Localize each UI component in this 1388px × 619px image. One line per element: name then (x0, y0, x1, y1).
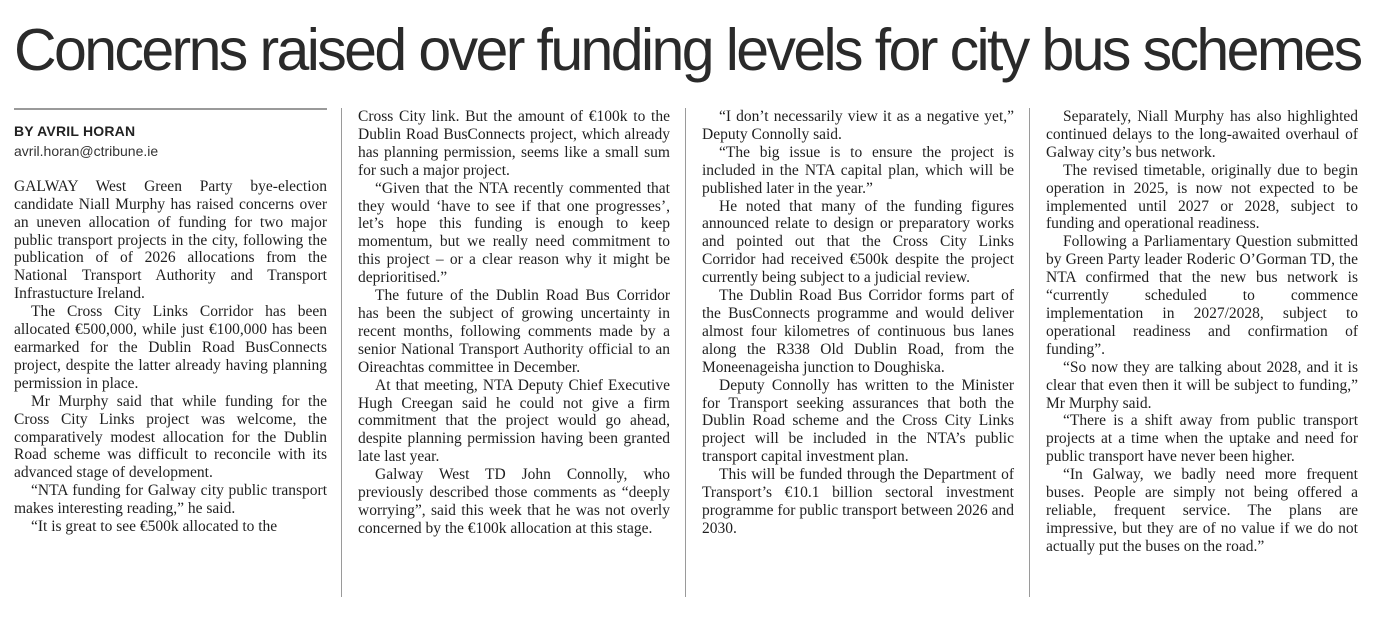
paragraph: The revised timetable, originally due to begin operation in 2025, is now not expected to be implemented until 2027 or 2028, subject to funding and operational readiness. (1046, 161, 1358, 233)
paragraph: “There is a shift away from public transport projects at a time when the uptake and need for public transport have never been higher. (1046, 412, 1358, 466)
paragraph: The Dublin Road Bus Corridor forms part of the BusConnects programme and would deliver almost four kilometres of continuous bus lanes along the R338 Old Dublin Road, from the Moneenageisha junction to Doughiska. (702, 287, 1014, 376)
paragraph: “Given that the NTA recently commented that they would ‘have to see if that one progresses’, let’s hope this funding is enough to keep momentum, but we really need commitment to this project – or a clear reason why it might be deprioritised.” (358, 179, 670, 287)
paragraph: The Cross City Links Corridor has been allocated €500,000, while just €100,000 has been earmarked for the Dublin Road BusConnects project, despite the latter already having planning permission in place. (14, 303, 327, 392)
article-column-4 (1046, 108, 1358, 556)
column-divider-3 (1029, 108, 1030, 597)
paragraph: “So now they are talking about 2028, and it is clear that even then it will be subject to funding,” Mr Murphy said. (1046, 358, 1358, 412)
paragraph: Mr Murphy said that while funding for the Cross City Links project was welcome, the comparatively modest allocation for the Dublin Road scheme was difficult to reconcile with its advanced stage of development. (14, 392, 327, 482)
paragraph: GALWAY West Green Party bye-election candidate Niall Murphy has raised concerns over an uneven allocation of funding for two major public transport projects in the city, following the publication of of 2026 allocations from the National Transport Authority and Transport Infrastucture Ireland. (14, 177, 327, 303)
paragraph: The future of the Dublin Road Bus Corridor has been the subject of growing uncertainty in recent months, following comments made by a senior National Transport Authority official to an Oireachtas committee in December. (358, 287, 670, 376)
paragraph: “I don’t necessarily view it as a negative yet,” Deputy Connolly said. (702, 108, 1014, 143)
column-divider-2 (685, 108, 686, 597)
author-email: avril.horan@ctribune.ie (14, 142, 159, 159)
paragraph: Cross City link. But the amount of €100k to the Dublin Road BusConnects project, which already has planning permission, seems like a small sum for such a major project. (358, 108, 670, 179)
paragraph: “The big issue is to ensure the project is included in the NTA capital plan, which will be published later in the year.” (702, 143, 1014, 197)
paragraph: “NTA funding for Galway city public transport makes interesting reading,” he said. (14, 482, 327, 518)
article-column-2 (358, 108, 670, 538)
paragraph: At that meeting, NTA Deputy Chief Executive Hugh Creegan said he could not give a firm commitment that the project would go ahead, despite planning permission having been granted late last year. (358, 376, 670, 466)
paragraph: He noted that many of the funding figures announced relate to design or preparatory works and pointed out that the Cross City Links Corridor had received €500k despite the project currently being subject to a judicial review. (702, 197, 1014, 287)
article-column-3 (702, 108, 1014, 538)
paragraph: Galway West TD John Connolly, who previously described those comments as “deeply worrying”, said this week that he was not overly concerned by the €100k allocation at this stage. (358, 466, 670, 537)
paragraph: Separately, Niall Murphy has also highlighted continued delays to the long-awaited overhaul of Galway city’s bus network. (1046, 108, 1358, 161)
paragraph: Following a Parliamentary Question submitted by Green Party leader Roderic O’Gorman TD, the NTA confirmed that the new bus network is “currently scheduled to commence implementation in 2027/2028, subject to operational readiness and confirmation of funding”. (1046, 233, 1358, 358)
paragraph: “It is great to see €500k allocated to the (31, 518, 278, 536)
paragraph: Deputy Connolly has written to the Minister for Transport seeking assurances that both the Dublin Road scheme and the Cross City Links project will be included in the NTA’s public transport capital investment plan. (702, 376, 1014, 466)
paragraph: “In Galway, we badly need more frequent buses. People are simply not being offered a reliable, frequent service. The plans are impressive, but they are of no value if we do not actually put the buses on the road.” (1046, 466, 1358, 555)
byline: BY AVRIL HORAN (14, 123, 136, 139)
paragraph: This will be funded through the Department of Transport’s €10.1 billion sectoral investment programme for public transport between 2026 and 2030. (702, 466, 1014, 537)
article-column-1 (14, 108, 327, 536)
headline: Concerns raised over funding levels for city bus schemes (14, 17, 1361, 83)
column-divider-1 (341, 108, 342, 597)
